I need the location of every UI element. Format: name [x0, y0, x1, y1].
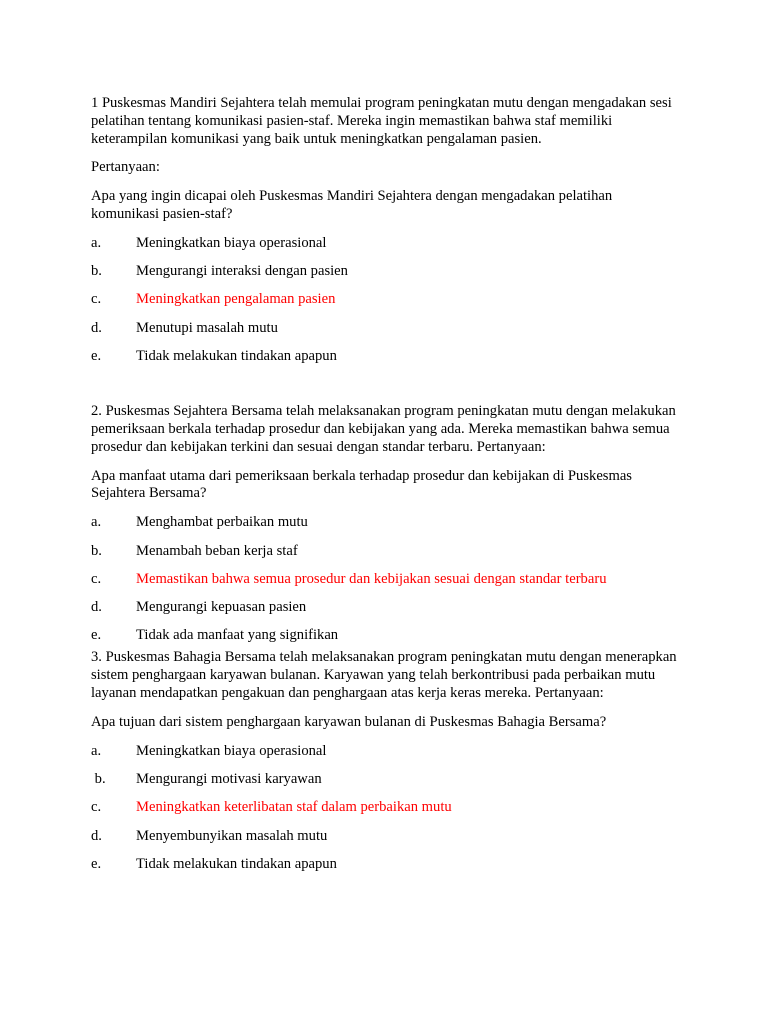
- question-2-option-e: [91, 627, 681, 645]
- question-3-option-e: [91, 856, 681, 874]
- question-1-option-a: [91, 235, 681, 253]
- option-text: Menghambat perbaikan mutu: [136, 514, 308, 531]
- option-text: Meningkatkan biaya operasional: [136, 742, 327, 759]
- option-letter: c.: [91, 570, 102, 587]
- question-1-option-c: [91, 291, 681, 309]
- question-3-option-c: [91, 799, 681, 817]
- correct-answer-text: Meningkatkan pengalaman pasien: [136, 291, 336, 308]
- option-letter: d.: [91, 319, 102, 336]
- question-3: [91, 649, 681, 873]
- question-3-intro: 3. Puskesmas Bahagia Bersama telah melaksanakan program peningkatan mutu dengan menerapkan sistem penghargaan karyawan bulanan. Karyawan yang telah berkontribusi pada perbaikan mutu layanan mendapatkan pengakuan dan penghargaan atas kerja keras mereka. Pertanyaan:: [91, 649, 677, 702]
- question-1-option-e: [91, 348, 681, 366]
- correct-answer-text: Memastikan bahwa semua prosedur dan kebijakan sesuai dengan standar terbaru: [136, 570, 607, 587]
- option-letter: a.: [91, 742, 102, 759]
- option-text: Menyembunyikan masalah mutu: [136, 827, 328, 844]
- question-3-prompt: Apa tujuan dari sistem penghargaan karyawan bulanan di Puskesmas Bahagia Bersama?: [91, 713, 607, 730]
- option-text: Meningkatkan biaya operasional: [136, 234, 327, 251]
- option-letter: e.: [91, 855, 102, 872]
- question-2-prompt: Apa manfaat utama dari pemeriksaan berkala terhadap prosedur dan kebijakan di Puskesmas Sejahtera Bersama?: [91, 467, 632, 502]
- question-1-label: Pertanyaan:: [91, 159, 160, 176]
- option-letter: a.: [91, 234, 102, 251]
- question-2: [91, 403, 681, 645]
- option-letter: d.: [91, 599, 102, 616]
- question-1-intro: 1 Puskesmas Mandiri Sejahtera telah memulai program peningkatan mutu dengan mengadakan sesi pelatihan tentang komunikasi pasien-staf. Mereka ingin memastikan bahwa staf memiliki keterampilan komunikasi yang baik untuk meningkatkan pengalaman pasien.: [91, 95, 672, 147]
- question-1: [91, 95, 681, 366]
- option-letter: e.: [91, 347, 102, 364]
- option-letter: b.: [91, 770, 106, 787]
- option-letter: d.: [91, 827, 102, 844]
- option-letter: e.: [91, 627, 102, 644]
- option-letter: c.: [91, 799, 102, 816]
- question-3-option-b: [91, 771, 681, 789]
- question-1-option-d: [91, 320, 681, 338]
- correct-answer-text: Meningkatkan keterlibatan staf dalam perbaikan mutu: [136, 799, 452, 816]
- option-letter: c.: [91, 291, 102, 308]
- option-letter: a.: [91, 514, 102, 531]
- question-3-option-d: [91, 828, 681, 846]
- option-text: Tidak melakukan tindakan apapun: [136, 347, 337, 364]
- question-1-option-b: [91, 263, 681, 281]
- option-letter: b.: [91, 263, 102, 280]
- option-text: Menutupi masalah mutu: [136, 319, 278, 336]
- option-letter: b.: [91, 542, 102, 559]
- option-text: Menambah beban kerja staf: [136, 542, 298, 559]
- option-text: Tidak melakukan tindakan apapun: [136, 855, 337, 872]
- question-2-option-d: [91, 599, 681, 617]
- option-text: Mengurangi interaksi dengan pasien: [136, 263, 348, 280]
- question-2-option-c: [91, 571, 681, 589]
- option-text: Mengurangi motivasi karyawan: [136, 770, 322, 787]
- question-1-prompt: Apa yang ingin dicapai oleh Puskesmas Mandiri Sejahtera dengan mengadakan pelatihan komunikasi pasien-staf?: [91, 188, 613, 222]
- option-text: Mengurangi kepuasan pasien: [136, 599, 307, 616]
- question-2-intro: 2. Puskesmas Sejahtera Bersama telah melaksanakan program peningkatan mutu dengan melakukan pemeriksaan berkala terhadap prosedur dan kebijakan yang ada. Mereka memastikan bahwa semua prosedur dan kebijakan terkini dan sesuai dengan standar terbaru. Pertanyaan:: [91, 403, 676, 455]
- option-text: Tidak ada manfaat yang signifikan: [136, 627, 339, 644]
- question-3-option-a: [91, 743, 681, 761]
- document-body: [91, 95, 681, 884]
- question-2-option-a: [91, 514, 681, 532]
- question-2-option-b: [91, 543, 681, 561]
